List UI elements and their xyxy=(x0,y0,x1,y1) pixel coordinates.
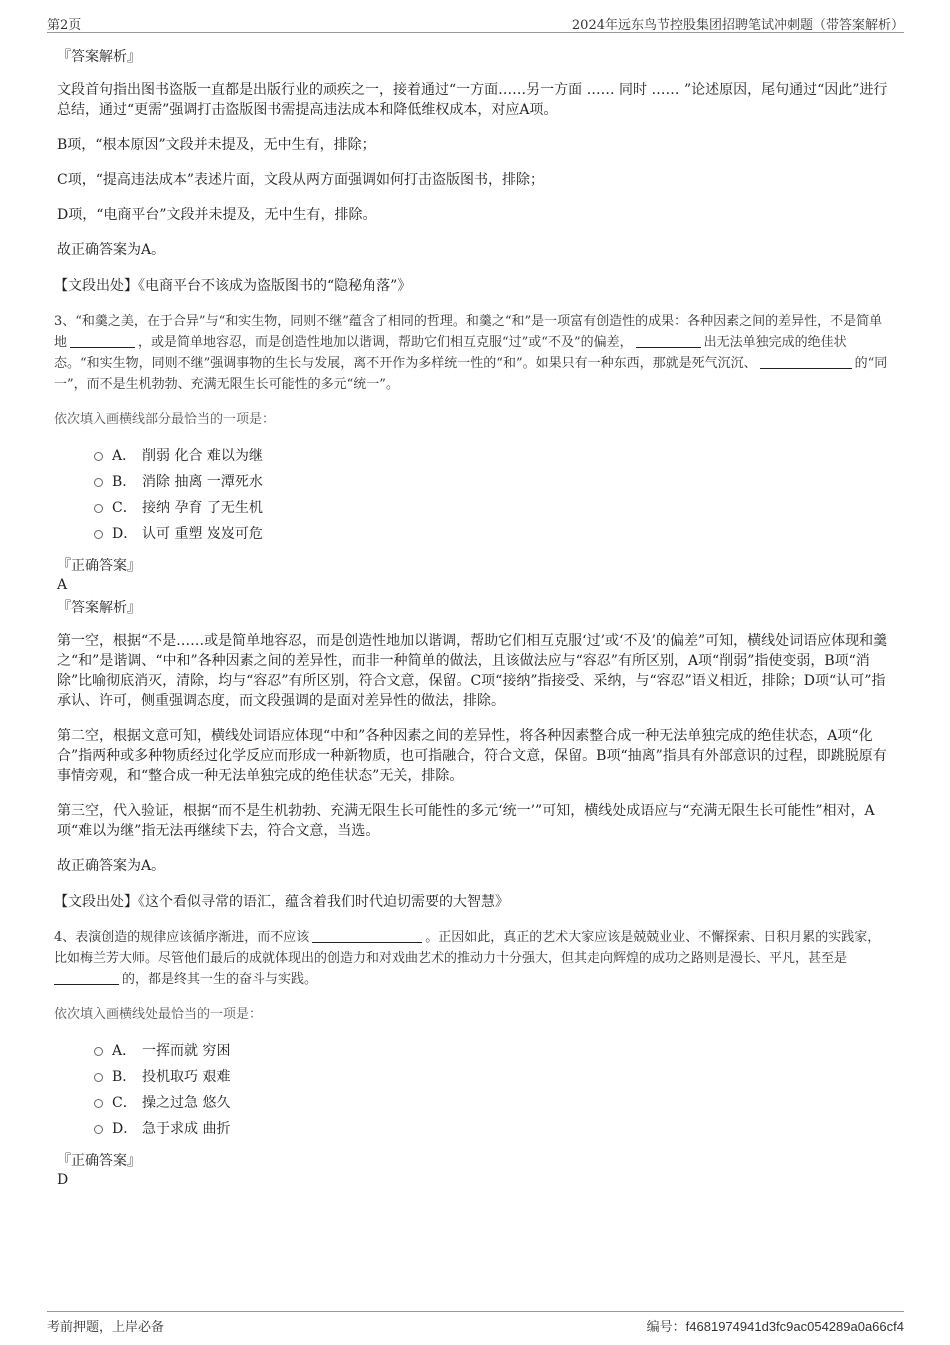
page-number: 第2页 xyxy=(47,18,82,33)
page-header xyxy=(47,12,904,33)
question-text-part: 的，都是终其一生的奋斗与实践。 xyxy=(122,972,318,987)
option-a[interactable] xyxy=(94,443,892,469)
question-3-options xyxy=(94,443,892,547)
code-label: 编号： xyxy=(646,1320,686,1335)
option-text: 操之过急 悠久 xyxy=(142,1095,231,1111)
option-text: 接纳 孕育 了无生机 xyxy=(142,500,263,516)
question-text-part: 出无法单独完成的绝佳状态。“和实生物，同则不继”强调事物的生长与发展，离不开作为多样统一性的“和”。如果只有一种东西，那就是死气沉沉、 xyxy=(54,335,847,371)
option-a[interactable] xyxy=(94,1038,892,1064)
radio-icon[interactable] xyxy=(94,504,103,513)
option-letter: C． xyxy=(112,500,137,516)
question-4-options xyxy=(94,1038,892,1142)
question-text-part: ，或是简单地容忍，而是创造性地加以谐调，帮助它们相互克服“过”或“不及”的偏差， xyxy=(138,335,633,350)
option-text: 消除 抽离 一潭死水 xyxy=(142,474,263,490)
analysis-paragraph: 第一空，根据“不是……或是简单地容忍，而是创造性地加以谐调，帮助它们相互克服‘过’或‘不及’的偏差”可知，横线处词语应体现和羹之“和”是谐调、“中和”各种因素之间的差异性，而非一种简单的做法，且该做法应与“容忍”有所区别，A项“削弱”指使变弱，B项“消除”比喻彻底消灭，清除，均与“容忍”有所区别，符合文意，保留。C项“接纳”指接受、采纳，与“容忍”语义相近，排除；D项“认可”指承认、许可，侧重强调态度，而文段强调的是面对差异性的做法，排除。 xyxy=(57,633,888,709)
code-value: f4681974941d3fc9ac054289a0a66cf4 xyxy=(685,1319,904,1334)
option-text: 认可 重塑 岌岌可危 xyxy=(142,526,263,542)
option-d[interactable] xyxy=(94,1116,892,1142)
fill-blank xyxy=(70,333,135,348)
option-text: 急于求成 曲折 xyxy=(142,1121,231,1137)
analysis-label: 『答案解析』 xyxy=(57,600,141,616)
fill-blank xyxy=(760,354,852,369)
correct-answer-label: 『正确答案』 xyxy=(57,558,141,574)
page-footer xyxy=(47,1311,904,1334)
question-text-part: 4、表演创造的规律应该循序渐进，而不应该 xyxy=(54,930,310,945)
document-title: 2024年远东鸟节控股集团招聘笔试冲刺题（带答案解析） xyxy=(571,18,904,33)
option-letter: A． xyxy=(112,448,137,464)
fill-blank xyxy=(636,333,701,348)
option-letter: D． xyxy=(112,1121,138,1137)
footer-slogan: 考前押题，上岸必备 xyxy=(47,1320,165,1335)
radio-icon[interactable] xyxy=(94,1073,103,1082)
question-text-part: 3、“和羹之美，在于合异”与“和实生物，同则不继”蕴含了相同的哲理。和羹之“和”是一项富有创造性的成果：各种因素之间的差异性，不是简单地 xyxy=(54,314,883,350)
radio-icon[interactable] xyxy=(94,530,103,539)
question-3-text xyxy=(54,311,892,395)
radio-icon[interactable] xyxy=(94,1047,103,1056)
option-letter: C． xyxy=(112,1095,137,1111)
analysis-paragraph: D项，“电商平台”文段并未提及，无中生有，排除。 xyxy=(57,207,377,223)
option-letter: D． xyxy=(112,526,138,542)
analysis-label: 『答案解析』 xyxy=(57,49,141,65)
correct-answer: D xyxy=(57,1172,69,1188)
option-d[interactable] xyxy=(94,521,892,547)
analysis-paragraph: 文段首句指出图书盗版一直都是出版行业的顽疾之一，接着通过“一方面……另一方面 …… 同时 …… ”论述原因，尾句通过“因此”进行总结，通过“更需”强调打击盗版图书需提高违法成本和降低维权成本，对应A项。 xyxy=(57,82,888,118)
question-text-part: 。正因如此，真正的艺术大家应该是兢兢业业、不懈探索、日积月累的实践家，比如梅兰芳大师。尽管他们最后的成就体现出的创造力和对戏曲艺术的推动力十分强大，但其走向辉煌的成功之路则是漫长、平凡，甚至是 xyxy=(54,930,881,966)
question-instruction: 依次填入画横线部分最恰当的一项是： xyxy=(54,412,276,427)
correct-answer: A xyxy=(57,577,68,593)
option-text: 一挥而就 穷困 xyxy=(142,1043,231,1059)
question-text-part: 的“同一”，而不是生机勃勃、充满无限生长可能性的多元“统一”。 xyxy=(54,356,888,392)
option-letter: B． xyxy=(112,474,137,490)
option-c[interactable] xyxy=(94,495,892,521)
analysis-conclusion: 故正确答案为A。 xyxy=(57,242,166,258)
analysis-conclusion: 故正确答案为A。 xyxy=(57,858,166,874)
analysis-paragraph: 第二空，根据文意可知，横线处词语应体现“中和”各种因素之间的差异性，将各种因素整合成一种无法单独完成的绝佳状态，A项“化合”指两种或多种物质经过化学反应而形成一种新物质，也可指融合，符合文意，保留。B项“抽离”指具有外部意识的过程，即跳脱原有事情旁观，和“整合成一种无法单独完成的绝佳状态”无关，排除。 xyxy=(57,728,887,784)
analysis-paragraph: C项，“提高违法成本”表述片面，文段从两方面强调如何打击盗版图书，排除； xyxy=(57,172,545,188)
option-text: 投机取巧 艰难 xyxy=(142,1069,231,1085)
option-b[interactable] xyxy=(94,469,892,495)
source-citation: 【文段出处】《这个看似寻常的语汇，蕴含着我们时代迫切需要的大智慧》 xyxy=(54,894,509,910)
fill-blank xyxy=(54,970,119,985)
option-letter: B． xyxy=(112,1069,137,1085)
fill-blank xyxy=(312,928,422,943)
radio-icon[interactable] xyxy=(94,1125,103,1134)
option-letter: A． xyxy=(112,1043,137,1059)
question-instruction: 依次填入画横线处最恰当的一项是： xyxy=(54,1007,263,1022)
radio-icon[interactable] xyxy=(94,478,103,487)
radio-icon[interactable] xyxy=(94,1099,103,1108)
analysis-paragraph: B项，“根本原因”文段并未提及，无中生有，排除； xyxy=(57,137,376,153)
option-text: 削弱 化合 难以为继 xyxy=(142,448,263,464)
analysis-paragraph: 第三空，代入验证，根据“而不是生机勃勃、充满无限生长可能性的多元‘统一’”可知，横线处成语应与“充满无限生长可能性”相对，A项“难以为继”指无法再继续下去，符合文意，当选。 xyxy=(57,803,875,839)
option-b[interactable] xyxy=(94,1064,892,1090)
source-citation: 【文段出处】《电商平台不该成为盗版图书的“隐秘角落”》 xyxy=(54,278,412,294)
document-body xyxy=(54,46,892,1192)
question-4-text xyxy=(54,927,892,990)
radio-icon[interactable] xyxy=(94,452,103,461)
correct-answer-label: 『正确答案』 xyxy=(57,1153,141,1169)
option-c[interactable] xyxy=(94,1090,892,1116)
document-code xyxy=(647,1316,904,1335)
